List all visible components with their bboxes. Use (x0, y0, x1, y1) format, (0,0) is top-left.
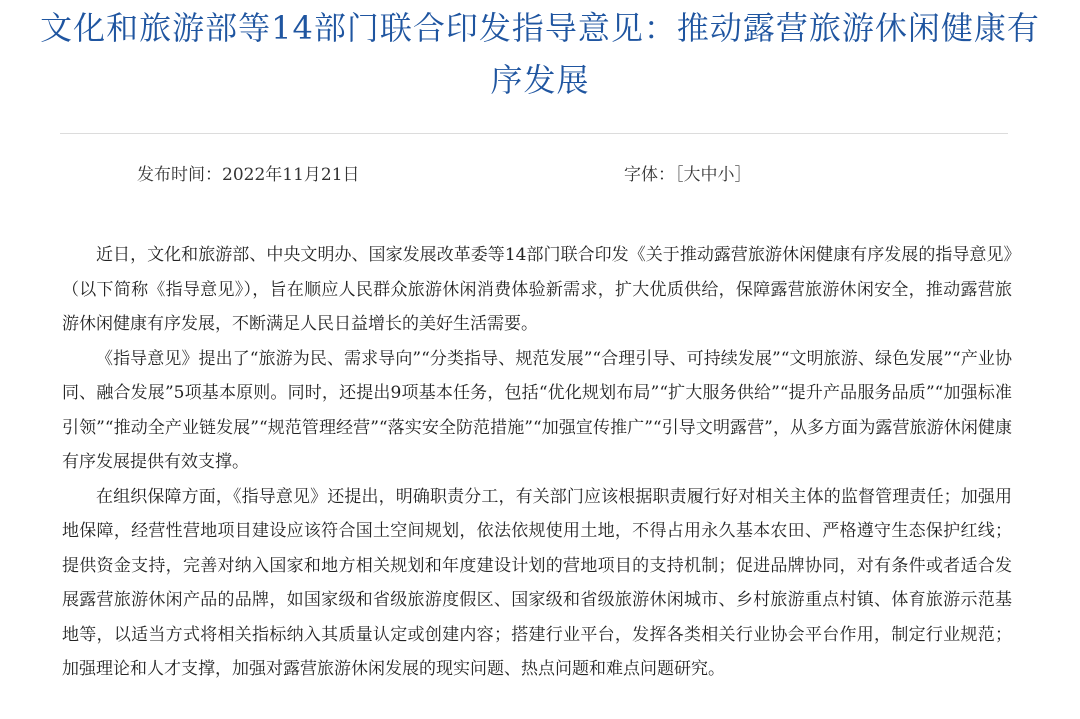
article-paragraph: 近日，文化和旅游部、中央文明办、国家发展改革委等14部门联合印发《关于推动露营旅游休闲健康有序发展的指导意见》（以下简称《指导意见》），旨在顺应人民群众旅游休闲消费体验新需求，扩大优质供给，保障露营旅游休闲安全，推动露营旅游休闲健康有序发展，不断满足人民日益增长的美好生活需要。 (62, 245, 1012, 334)
font-bracket-close: ］ (734, 165, 752, 185)
article-paragraph: 《指导意见》提出了“旅游为民、需求导向”“分类指导、规范发展”“合理引导、可持续发展”“文明旅游、绿色发展”“产业协同、融合发展”5项基本原则。同时，还提出9项基本任务，包括“优化规划布局”“扩大服务供给”“提升产品服务品质”“加强标准引领”“推动全产业链发展”“规范管理经营”“落实安全防范措施”“加强宣传推广”“引导文明露营”，从多方面为露营旅游休闲健康有序发展提供有效支撑。 (62, 348, 1012, 472)
article-body (62, 238, 1012, 687)
font-size-switcher (624, 164, 752, 186)
article-paragraph: 在组织保障方面，《指导意见》还提出，明确职责分工，有关部门应该根据职责履行好对相关主体的监督管理责任；加强用地保障，经营性营地项目建设应该符合国土空间规划，依法依规使用土地，不得占用永久基本农田、严格遵守生态保护红线；提供资金支持，完善对纳入国家和地方相关规划和年度建设计划的营地项目的支持机制；促进品牌协同，对有条件或者适合发展露营旅游休闲产品的品牌，如国家级和省级旅游度假区、国家级和省级旅游休闲城市、乡村旅游重点村镇、体育旅游示范基地等，以适当方式将相关指标纳入其质量认定或创建内容；搭建行业平台，发挥各类相关行业协会平台作用，制定行业规范；加强理论和人才支撑，加强对露营旅游休闲发展的现实问题、热点问题和难点问题研究。 (62, 486, 1012, 679)
font-bracket-open: ［ (675, 165, 684, 185)
title-divider (60, 133, 1008, 134)
font-size-label: 字体： (624, 165, 675, 185)
publish-label: 发布时间： (137, 165, 222, 185)
font-size-medium-button[interactable]: 中 (700, 165, 718, 185)
article-title: 文化和旅游部等14部门联合印发指导意见：推动露营旅游休闲健康有序发展 (40, 9, 1040, 99)
font-size-small-button[interactable]: 小 (717, 165, 735, 185)
font-size-large-button[interactable]: 大 (683, 165, 701, 185)
publish-date: 2022年11月21日 (222, 165, 360, 185)
publish-info (137, 164, 360, 186)
